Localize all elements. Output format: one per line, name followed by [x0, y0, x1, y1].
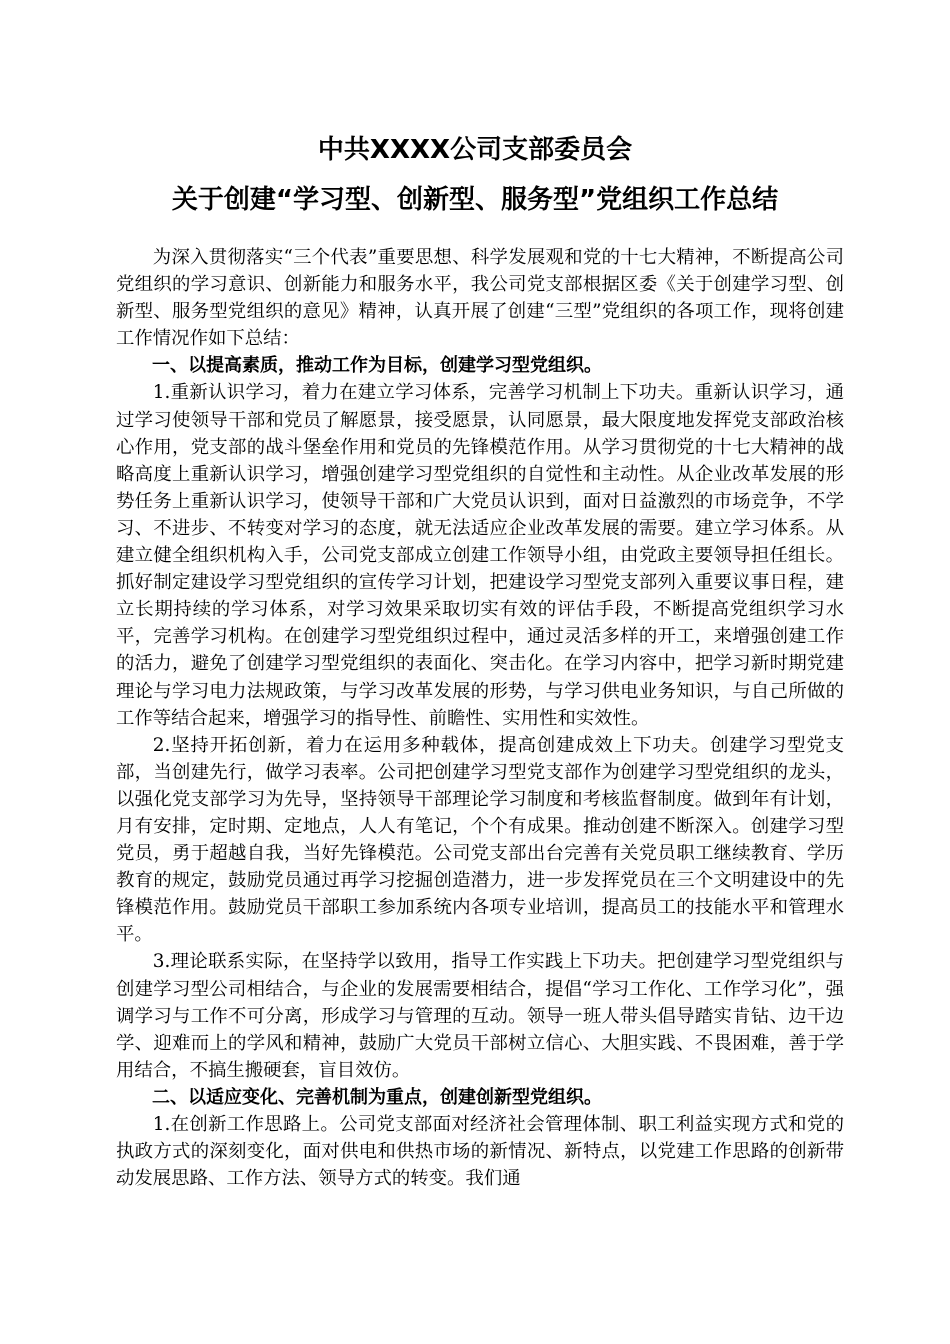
body-paragraph: 3.理论联系实际，在坚持学以致用，指导工作实践上下功夫。把创建学习型党组织与创建学习型公司相结合，与企业的发展需要相结合，提倡“学习工作化、工作学习化”，强调学习与工作不可分离，形成学习与管理的互动。领导一班人带头倡导踏实肯钻、边干边学、迎难而上的学风和精神，鼓励广大党员干部树立信心、大胆实践、不畏困难，善于学用结合，不搞生搬硬套，盲目效仿。 — [116, 951, 844, 1081]
document-title-line1: 中共XXXX公司支部委员会 — [317, 135, 633, 165]
section-heading-1: 一、以提高素质，推动工作为目标，创建学习型党组织。 — [152, 355, 602, 377]
body-paragraph: 2.坚持开拓创新，着力在运用多种载体，提高创建成效上下功夫。创建学习型党支部，当创建先行，做学习表率。公司把创建学习型党支部作为创建学习型党组织的龙头，以强化党支部学习为先导，坚持领导干部理论学习制度和考核监督制度。做到年有计划，月有安排，定时期、定地点，人人有笔记，个个有成果。推动创建不断深入。创建学习型党员，勇于超越自我，当好先锋模范。公司党支部出台完善有关党员职工继续教育、学历教育的规定，鼓励党员通过再学习挖掘创造潜力，进一步发挥党员在三个文明建设中的先锋模范作用。鼓励党员干部职工参加系统内各项专业培训，提高员工的技能水平和管理水平。 — [116, 734, 844, 946]
document-title-line2: 关于创建“学习型、创新型、服务型”党组织工作总结 — [171, 185, 779, 215]
body-paragraph: 1.在创新工作思路上。公司党支部面对经济社会管理体制、职工利益实现方式和党的执政方式的深刻变化，面对供电和供热市场的新情况、新特点，以党建工作思路的创新带动发展思路、工作方法、领导方式的转变。我们通 — [116, 1114, 844, 1190]
section-heading-2: 二、以适应变化、完善机制为重点，创建创新型党组织。 — [152, 1086, 602, 1108]
body-paragraph: 1.重新认识学习，着力在建立学习体系，完善学习机制上下功夫。重新认识学习，通过学习使领导干部和党员了解愿景，接受愿景，认同愿景，最大限度地发挥党支部政治核心作用，党支部的战斗堡垒作用和党员的先锋模范作用。从学习贯彻党的十七大精神的战略高度上重新认识学习，增强创建学习型党组织的自觉性和主动性。从企业改革发展的形势任务上重新认识学习，使领导干部和广大党员认识到，面对日益激烈的市场竞争，不学习、不进步、不转变对学习的态度，就无法适应企业改革发展的需要。建立学习体系。从建立健全组织机构入手，公司党支部成立创建工作领导小组，由党政主要领导担任组长。抓好制定建设学习型党组织的宣传学习计划，把建设学习型党支部列入重要议事日程，建立长期持续的学习体系，对学习效果采取切实有效的评估手段，不断提高党组织学习水平，完善学习机构。在创建学习型党组织过程中，通过灵活多样的开工，来增强创建工作的活力，避免了创建学习型党组织的表面化、突击化。在学习内容中，把学习新时期党建理论与学习电力法规政策，与学习改革发展的形势，与学习供电业务知识，与自己所做的工作等结合起来，增强学习的指导性、前瞻性、实用性和实效性。 — [116, 382, 844, 729]
intro-paragraph: 为深入贯彻落实“三个代表”重要思想、科学发展观和党的十七大精神，不断提高公司党组织的学习意识、创新能力和服务水平，我公司党支部根据区委《关于创建学习型、创新型、服务型党组织的意见》精神，认真开展了创建“三型”党组织的各项工作，现将创建工作情况作如下总结： — [116, 247, 844, 350]
document-body — [116, 244, 844, 1192]
